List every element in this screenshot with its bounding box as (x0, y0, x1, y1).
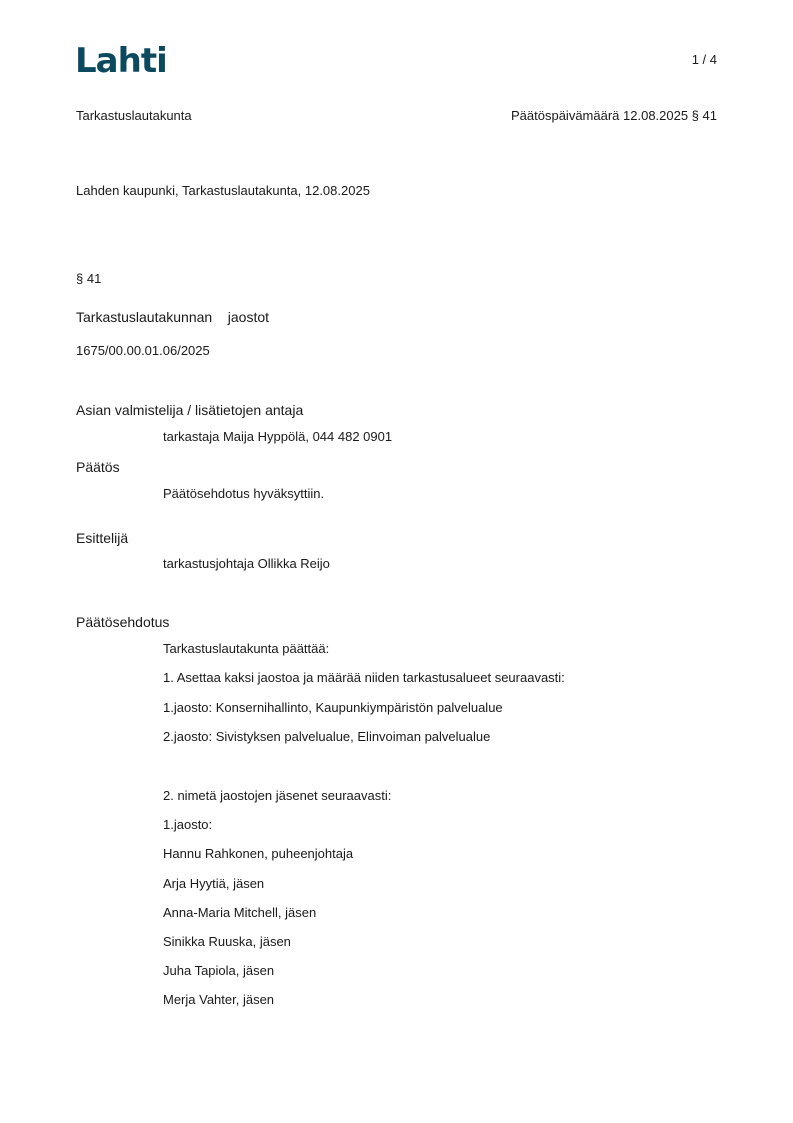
proposal-line: 2. nimetä jaostojen jäsenet seuraavasti: (163, 788, 392, 803)
proposal-line: Tarkastuslautakunta päättää: (163, 641, 330, 656)
page-number: 1 / 4 (691, 52, 717, 67)
preparer-heading: Asian valmistelija / lisätietojen antaja (76, 402, 304, 418)
diary-number: 1675/00.00.01.06/2025 (76, 343, 210, 358)
member-line: Sinikka Ruuska, jäsen (163, 934, 291, 949)
member-line: Juha Tapiola, jäsen (163, 963, 275, 978)
document-title: Tarkastuslautakunnan jaostot (76, 309, 270, 325)
member-line: Hannu Rahkonen, puheenjohtaja (163, 846, 354, 861)
proposal-line: 1. Asettaa kaksi jaostoa ja määrää niiden tarkastusalueet seuraavasti: (163, 670, 565, 685)
decision-text: Päätösehdotus hyväksyttiin. (163, 486, 325, 501)
preparer-text: tarkastaja Maija Hyppölä, 044 482 0901 (163, 429, 393, 444)
presenter-text: tarkastusjohtaja Ollikka Reijo (163, 556, 330, 571)
proposal-heading: Päätösehdotus (76, 614, 170, 630)
member-line: Anna-Maria Mitchell, jäsen (163, 905, 317, 920)
decision-heading: Päätös (76, 459, 120, 475)
meeting-line: Lahden kaupunki, Tarkastuslautakunta, 12.08.2025 (76, 183, 370, 198)
proposal-line: 1.jaosto: (163, 817, 213, 832)
lahti-logo: Lahti (75, 41, 167, 81)
member-line: Arja Hyytiä, jäsen (163, 876, 265, 891)
section-number: § 41 (76, 271, 102, 286)
board-name: Tarkastuslautakunta (76, 108, 192, 123)
proposal-line: 1.jaosto: Konsernihallinto, Kaupunkiympäristön palvelualue (163, 700, 503, 715)
member-line: Merja Vahter, jäsen (163, 992, 275, 1007)
presenter-heading: Esittelijä (76, 530, 129, 546)
proposal-line: 2.jaosto: Sivistyksen palvelualue, Elinvoiman palvelualue (163, 729, 491, 744)
decision-date: Päätöspäivämäärä 12.08.2025 § 41 (511, 108, 717, 123)
